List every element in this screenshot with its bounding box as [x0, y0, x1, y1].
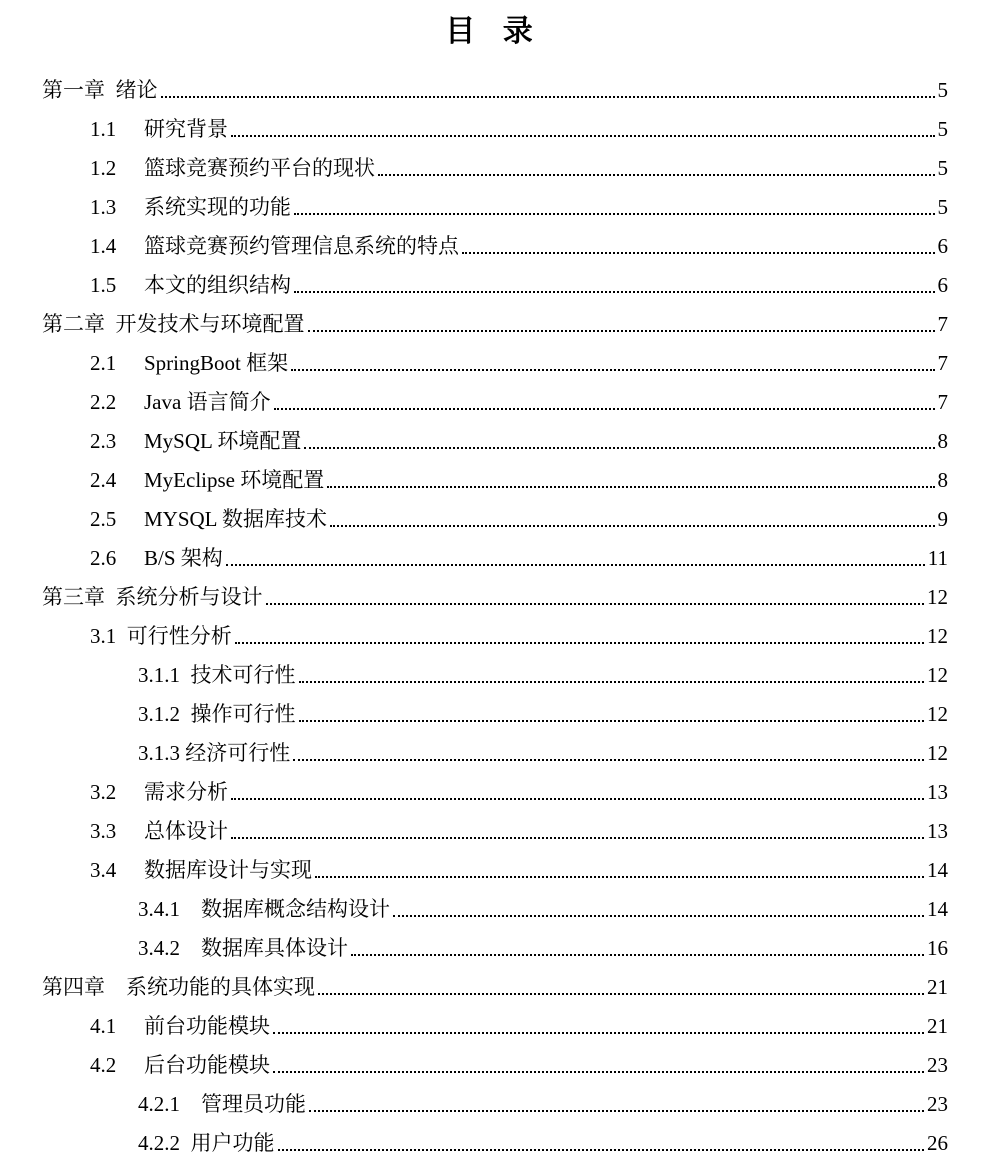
toc-entry-label: 经济可行性: [185, 741, 291, 765]
toc-entry-page-number: 7: [937, 351, 948, 375]
toc-entry[interactable]: [0, 1124, 988, 1163]
toc-entry-label: 篮球竞赛预约管理信息系统的特点: [144, 234, 459, 258]
toc-entry-page-number: 5: [937, 78, 948, 102]
dot-leader: [299, 681, 925, 683]
dot-leader: [318, 993, 924, 995]
toc-entry-page-number: 14: [927, 897, 948, 921]
toc-entry-number: 1.1: [90, 117, 117, 141]
dot-leader: [273, 1032, 924, 1034]
dot-leader: [266, 603, 925, 605]
toc-entry-label: SpringBoot 框架: [144, 351, 289, 375]
toc-entry[interactable]: [0, 734, 988, 773]
toc-entry-label: 用户功能: [190, 1131, 275, 1155]
toc-entry-number: 3.1.3: [138, 741, 186, 765]
toc-entry-label: B/S 架构: [144, 546, 223, 570]
toc-entry-number: 1.4: [90, 234, 117, 258]
toc-entry[interactable]: [0, 422, 988, 461]
toc-entry-number: 4.1: [90, 1014, 117, 1038]
toc-entry-number: 1.5: [90, 273, 117, 297]
dot-leader: [226, 564, 925, 566]
toc-entry-number: 第四章: [42, 975, 126, 999]
toc-entry-number: 2.2: [90, 390, 117, 414]
toc-entry[interactable]: [0, 1046, 988, 1085]
toc-entry-label: MYSQL 数据库技术: [144, 507, 327, 531]
toc-entry-number: 1.3: [90, 195, 117, 219]
toc-entry-page-number: 7: [937, 390, 948, 414]
toc-entry-label: 需求分析: [144, 780, 228, 804]
toc-entry-number: 4.2.1: [138, 1092, 201, 1116]
toc-entry-page-number: 13: [927, 819, 948, 843]
dot-leader: [330, 525, 935, 527]
toc-entry-page-number: 21: [927, 1014, 948, 1038]
toc-entry[interactable]: [0, 266, 988, 305]
toc-entry-page-number: 13: [927, 780, 948, 804]
toc-entry[interactable]: [0, 773, 988, 812]
toc-entry[interactable]: [0, 968, 988, 1007]
toc-entry-number: 2.3: [90, 429, 117, 453]
dot-leader: [308, 330, 935, 332]
toc-entry-page-number: 6: [937, 234, 948, 258]
toc-entry-label: 研究背景: [144, 117, 228, 141]
toc-entry[interactable]: [0, 383, 988, 422]
toc-entry[interactable]: [0, 71, 988, 110]
toc-entry-page-number: 11: [927, 546, 948, 570]
toc-entry-number: 3.3: [90, 819, 117, 843]
toc-entry[interactable]: [0, 500, 988, 539]
toc-entry[interactable]: [0, 851, 988, 890]
toc-entry-page-number: 5: [937, 117, 948, 141]
toc-entry-number: 1.2: [90, 156, 117, 180]
toc-entry-page-number: 26: [927, 1131, 948, 1155]
dot-leader: [462, 252, 935, 254]
toc-entry[interactable]: [0, 656, 988, 695]
toc-entry-page-number: 12: [927, 624, 948, 648]
toc-entry-label: 绪论: [115, 78, 158, 102]
toc-entry-number: 3.4: [90, 858, 117, 882]
toc-entry-label: MyEclipse 环境配置: [144, 468, 325, 492]
toc-entry[interactable]: [0, 929, 988, 968]
toc-entry-label: 前台功能模块: [144, 1014, 270, 1038]
toc-entry[interactable]: [0, 149, 988, 188]
dot-leader: [294, 291, 935, 293]
toc-entry-label: 开发技术与环境配置: [115, 312, 305, 336]
toc-entry-page-number: 14: [927, 858, 948, 882]
toc-entry[interactable]: [0, 188, 988, 227]
dot-leader: [378, 174, 935, 176]
toc-entry-number: 3.1: [90, 624, 127, 648]
toc-entry-label: 操作可行性: [190, 702, 296, 726]
toc-entry-label: MySQL 环境配置: [144, 429, 302, 453]
toc-entry-number: 2.5: [90, 507, 117, 531]
toc-entry[interactable]: [0, 227, 988, 266]
toc-entry-number: 4.2.2: [138, 1131, 191, 1155]
toc-entry-page-number: 9: [937, 507, 948, 531]
toc-entry[interactable]: [0, 1007, 988, 1046]
toc-entry-label: 数据库概念结构设计: [201, 897, 390, 921]
toc-entry[interactable]: [0, 890, 988, 929]
dot-leader: [304, 447, 934, 449]
dot-leader: [293, 759, 924, 761]
dot-leader: [294, 213, 935, 215]
toc-entry-label: 数据库设计与实现: [144, 858, 312, 882]
toc-entry-page-number: 16: [927, 936, 948, 960]
toc-entry-label: 篮球竞赛预约平台的现状: [144, 156, 375, 180]
toc-entry-page-number: 6: [937, 273, 948, 297]
toc-entry-label: 管理员功能: [201, 1092, 306, 1116]
dot-leader: [299, 720, 925, 722]
toc-title: 目 录: [445, 15, 543, 48]
dot-leader: [309, 1110, 924, 1112]
toc-entry-number: 4.2: [90, 1053, 117, 1077]
toc-entry-label: 总体设计: [144, 819, 228, 843]
toc-entry-number: 2.1: [90, 351, 117, 375]
toc-entry-number: 3.1.2: [138, 702, 191, 726]
toc-entry-label: 系统实现的功能: [144, 195, 291, 219]
toc-entry[interactable]: [0, 305, 988, 344]
toc-entry-number: 第一章: [42, 78, 116, 102]
toc-entry-number: 第三章: [42, 585, 116, 609]
toc-entry-page-number: 23: [927, 1092, 948, 1116]
dot-leader: [393, 915, 924, 917]
toc-entry-page-number: 5: [937, 156, 948, 180]
toc-entry-label: Java 语言简介: [144, 390, 271, 414]
toc-entry-number: 3.4.2: [138, 936, 201, 960]
toc-entry-page-number: 12: [927, 663, 948, 687]
toc-entry-number: 3.1.1: [138, 663, 191, 687]
toc-entry-number: 3.4.1: [138, 897, 201, 921]
dot-leader: [315, 876, 924, 878]
toc-entry-page-number: 5: [937, 195, 948, 219]
toc-entry[interactable]: [0, 1085, 988, 1124]
toc-entry-number: 2.4: [90, 468, 117, 492]
toc-entry-page-number: 8: [937, 468, 948, 492]
dot-leader: [274, 408, 935, 410]
toc-entry-page-number: 23: [927, 1053, 948, 1077]
toc-entry-number: 第二章: [42, 312, 116, 336]
toc-entry-label: 本文的组织结构: [144, 273, 291, 297]
toc-entry-label: 后台功能模块: [144, 1053, 270, 1077]
dot-leader: [327, 486, 934, 488]
toc-entry[interactable]: [0, 812, 988, 851]
toc-entry[interactable]: [0, 110, 988, 149]
toc-entry-label: 数据库具体设计: [201, 936, 348, 960]
toc-entry-page-number: 12: [927, 741, 948, 765]
toc-entry[interactable]: [0, 539, 988, 578]
toc-entry-number: 2.6: [90, 546, 117, 570]
dot-leader: [231, 798, 924, 800]
toc-entry-number: 3.2: [90, 780, 117, 804]
toc-entry-page-number: 12: [927, 702, 948, 726]
toc-entry-label: 系统功能的具体实现: [126, 975, 315, 999]
dot-leader: [278, 1149, 925, 1151]
dot-leader: [235, 642, 924, 644]
toc-entry[interactable]: [0, 695, 988, 734]
toc-entry-label: 可行性分析: [126, 624, 232, 648]
toc-entry[interactable]: [0, 578, 988, 617]
toc-entry-page-number: 8: [937, 429, 948, 453]
toc-entry-page-number: 12: [927, 585, 948, 609]
dot-leader: [351, 954, 924, 956]
toc-entry-label: 技术可行性: [190, 663, 296, 687]
toc-entry[interactable]: [0, 344, 988, 383]
dot-leader: [161, 96, 935, 98]
toc-entry-label: 系统分析与设计: [115, 585, 263, 609]
dot-leader: [291, 369, 934, 371]
dot-leader: [231, 135, 935, 137]
toc-entry-page-number: 7: [937, 312, 948, 336]
dot-leader: [273, 1071, 924, 1073]
toc-entry[interactable]: [0, 617, 988, 656]
toc-list: [0, 71, 988, 1163]
toc-entry[interactable]: [0, 461, 988, 500]
dot-leader: [231, 837, 924, 839]
toc-entry-page-number: 21: [927, 975, 948, 999]
